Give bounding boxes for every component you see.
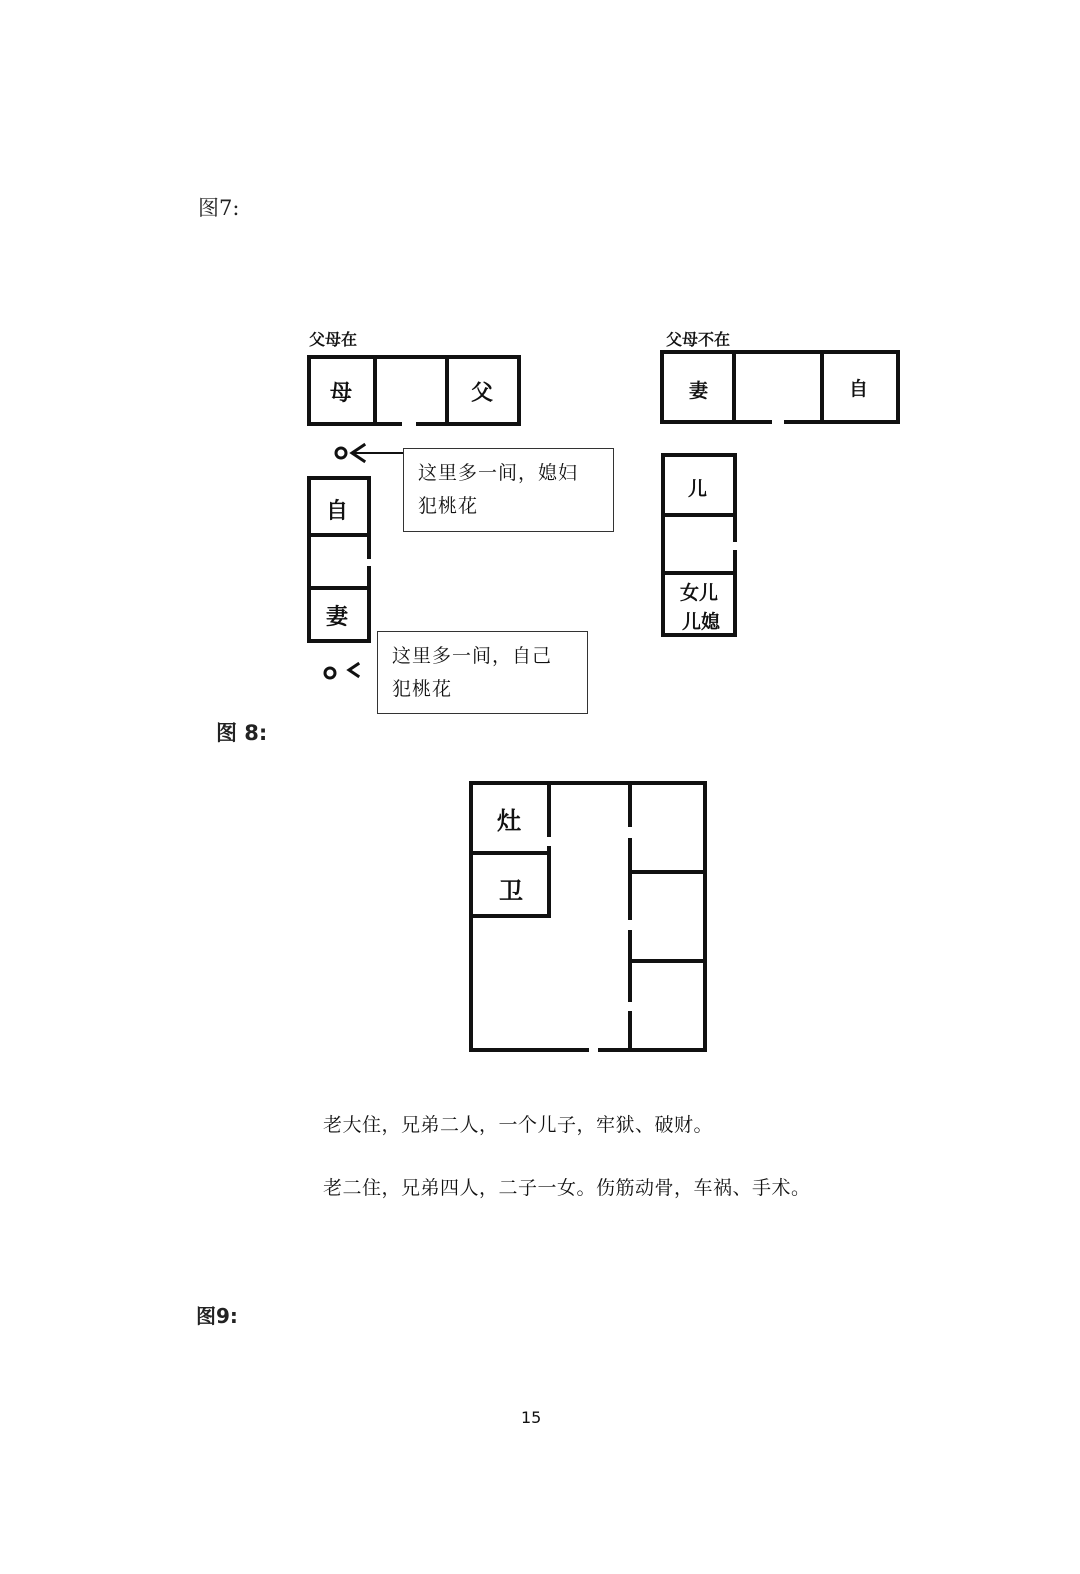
callout-self [377,631,588,714]
callout-2-line-1: 这里多一间，自己 [392,645,553,667]
callout-1-line-1: 这里多一间，媳妇 [418,462,579,484]
room-self-right: 自 [849,378,869,400]
callout-daughter-in-law [403,448,614,532]
room-mother: 母 [330,381,353,406]
room-wife-right: 妻 [689,380,709,402]
room-daughter: 女儿 [680,582,719,604]
fig7-label: 图7: [198,196,240,220]
fig8-note-2: 老二住，兄弟四人，二子一女。伤筋动骨，车祸、手术。 [323,1177,811,1199]
fig8-note-1: 老大住，兄弟二人，一个儿子，牢狱、破财。 [323,1114,714,1136]
room-son: 儿 [688,478,708,500]
fig7-right-tag: 父母不在 [666,330,731,349]
room-toilet: 卫 [499,877,523,905]
fig8-label: 图 8: [216,721,268,745]
fig7-left-tag: 父母在 [309,330,358,349]
room-son-wife: 儿媳 [682,611,721,633]
callout-2-line-2: 犯桃花 [392,678,453,700]
page-number: 15 [521,1408,542,1427]
room-self: 自 [326,499,349,524]
room-kitchen: 灶 [497,807,521,835]
callout-1-line-2: 犯桃花 [418,495,479,517]
room-father: 父 [471,381,494,406]
room-wife: 妻 [326,605,349,630]
fig9-label: 图9: [196,1304,238,1328]
